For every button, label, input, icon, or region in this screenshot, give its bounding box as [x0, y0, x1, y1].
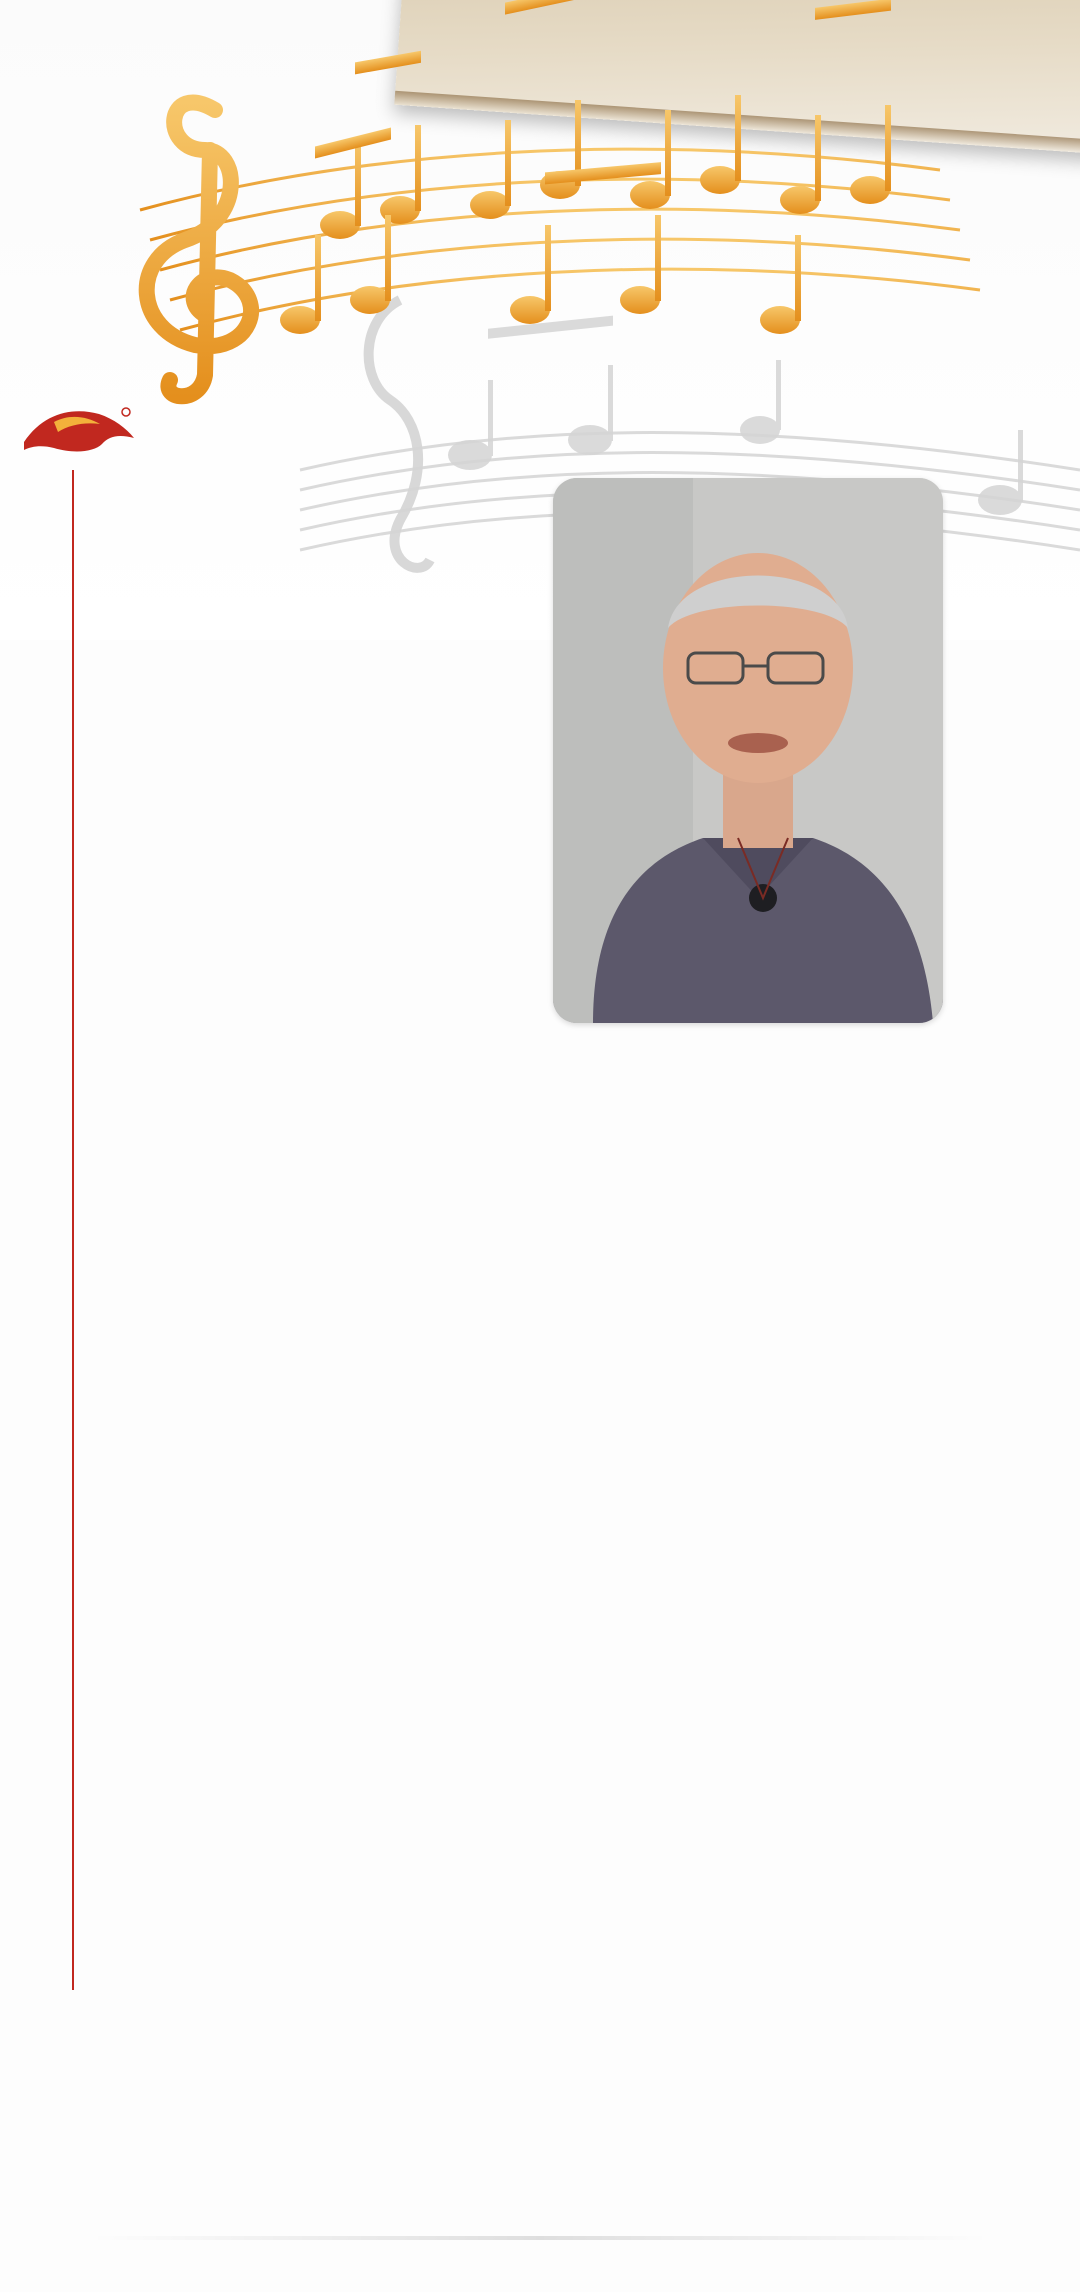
section-label [30, 1720, 90, 2060]
article-subtitle [300, 560, 360, 940]
portrait-photo [553, 478, 943, 1023]
red-flag-emblem-icon [14, 392, 144, 472]
bottom-rule [90, 2236, 990, 2240]
article-paragraph [240, 1120, 890, 2100]
photo-caption [400, 560, 500, 1020]
article-title [230, 470, 290, 1010]
